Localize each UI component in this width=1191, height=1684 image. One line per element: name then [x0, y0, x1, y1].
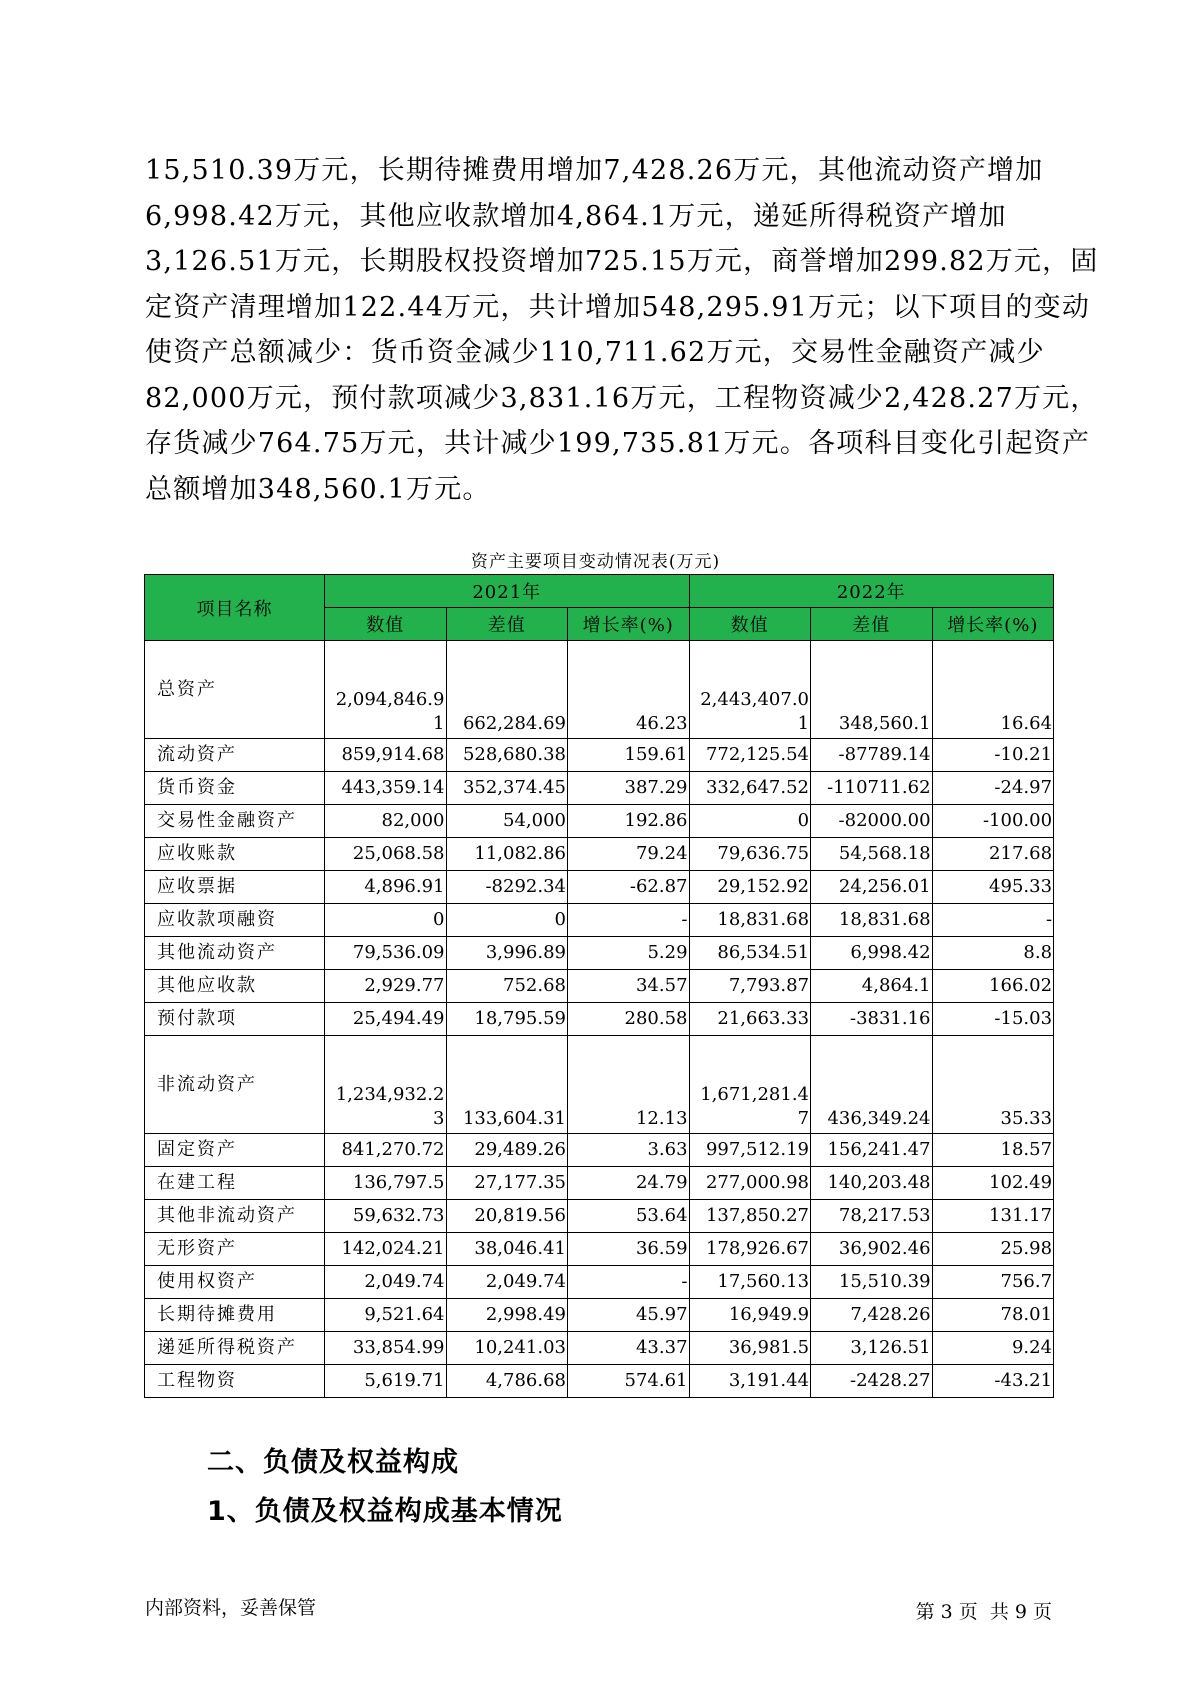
row-value-cell: 34.57 [568, 970, 690, 1003]
row-value-cell: 24.79 [568, 1167, 690, 1200]
row-value-cell: 54,568.18 [811, 838, 933, 871]
row-value-cell: 54,000 [446, 805, 568, 838]
row-value-cell: 16.64 [932, 641, 1054, 739]
row-item-name: 应收账款 [145, 838, 325, 871]
row-value-cell: 166.02 [932, 970, 1054, 1003]
row-item-name: 固定资产 [145, 1134, 325, 1167]
row-value-cell: -24.97 [932, 772, 1054, 805]
row-value-cell: 133,604.31 [446, 1036, 568, 1134]
table-row [145, 871, 1054, 904]
row-value-cell: - [568, 1266, 690, 1299]
sub-header-diff-2021: 差值 [446, 608, 568, 641]
row-value-cell: 280.58 [568, 1003, 690, 1036]
row-value-cell: 8.8 [932, 937, 1054, 970]
footer-confidential-note: 内部资料，妥善保管 [145, 1597, 317, 1619]
paragraph-line: 82,000万元，预付款项减少3,831.16万元，工程物资减少2,428.27万元， [145, 382, 1099, 414]
row-value-cell: 156,241.47 [811, 1134, 933, 1167]
row-value-cell: 756.7 [932, 1266, 1054, 1299]
table-row [145, 805, 1054, 838]
row-value-cell: -43.21 [932, 1365, 1054, 1398]
row-value-cell: 131.17 [932, 1200, 1054, 1233]
row-value-cell: 7,793.87 [689, 970, 811, 1003]
paragraph-line: 3,126.51万元，长期股权投资增加725.15万元，商誉增加299.82万元，固 [145, 246, 1099, 277]
row-value-cell: 53.64 [568, 1200, 690, 1233]
item-name-header: 项目名称 [145, 575, 325, 641]
row-value-cell: 662,284.69 [446, 641, 568, 739]
sub-header-growth-2021: 增长率(%) [568, 608, 690, 641]
row-value-cell: 3,191.44 [689, 1365, 811, 1398]
table-caption: 资产主要项目变动情况表(万元) [470, 552, 721, 572]
row-value-cell: 997,512.19 [689, 1134, 811, 1167]
paragraph-line: 定资产清理增加122.44万元，共计增加548,295.91万元；以下项目的变动 [145, 291, 1091, 323]
row-value-cell: 78.01 [932, 1299, 1054, 1332]
row-value-cell: -8292.34 [446, 871, 568, 904]
row-value-cell: 18,795.59 [446, 1003, 568, 1036]
row-value-cell: 45.97 [568, 1299, 690, 1332]
row-value-cell: 841,270.72 [325, 1134, 447, 1167]
row-value-cell: 1,234,932.23 [325, 1036, 447, 1134]
row-value-cell: 495.33 [932, 871, 1054, 904]
table-row [145, 1332, 1054, 1365]
table-row [145, 1200, 1054, 1233]
row-item-name: 工程物资 [145, 1365, 325, 1398]
row-value-cell: 29,152.92 [689, 871, 811, 904]
row-value-cell: 4,864.1 [811, 970, 933, 1003]
row-value-cell: 11,082.86 [446, 838, 568, 871]
row-value-cell: 29,489.26 [446, 1134, 568, 1167]
row-item-name: 流动资产 [145, 739, 325, 772]
row-value-cell: 352,374.45 [446, 772, 568, 805]
row-value-cell: 4,896.91 [325, 871, 447, 904]
row-item-name: 其他应收款 [145, 970, 325, 1003]
row-value-cell: 25.98 [932, 1233, 1054, 1266]
row-value-cell: 6,998.42 [811, 937, 933, 970]
row-value-cell: 16,949.9 [689, 1299, 811, 1332]
table-row [145, 1003, 1054, 1036]
row-value-cell: 0 [689, 805, 811, 838]
row-item-name: 非流动资产 [145, 1036, 325, 1134]
row-value-cell: 9,521.64 [325, 1299, 447, 1332]
row-item-name: 使用权资产 [145, 1266, 325, 1299]
row-value-cell: -110711.62 [811, 772, 933, 805]
row-value-cell: 79.24 [568, 838, 690, 871]
subsection-heading: 1、负债及权益构成基本情况 [207, 1496, 563, 1527]
row-value-cell: 33,854.99 [325, 1332, 447, 1365]
table-row [145, 970, 1054, 1003]
row-value-cell: 443,359.14 [325, 772, 447, 805]
table-row [145, 1134, 1054, 1167]
row-value-cell: - [568, 904, 690, 937]
row-value-cell: 102.49 [932, 1167, 1054, 1200]
row-value-cell: 10,241.03 [446, 1332, 568, 1365]
row-item-name: 应收票据 [145, 871, 325, 904]
row-value-cell: 36.59 [568, 1233, 690, 1266]
row-value-cell: 15,510.39 [811, 1266, 933, 1299]
row-value-cell: -10.21 [932, 739, 1054, 772]
row-item-name: 其他流动资产 [145, 937, 325, 970]
row-item-name: 总资产 [145, 641, 325, 739]
row-item-name: 在建工程 [145, 1167, 325, 1200]
row-value-cell: 18,831.68 [811, 904, 933, 937]
row-value-cell: 7,428.26 [811, 1299, 933, 1332]
row-value-cell: 140,203.48 [811, 1167, 933, 1200]
row-value-cell: 332,647.52 [689, 772, 811, 805]
row-value-cell: 20,819.56 [446, 1200, 568, 1233]
row-value-cell: 36,902.46 [811, 1233, 933, 1266]
row-value-cell: 159.61 [568, 739, 690, 772]
table-row [145, 641, 1054, 739]
row-value-cell: 79,636.75 [689, 838, 811, 871]
row-value-cell: 136,797.5 [325, 1167, 447, 1200]
paragraph-line: 6,998.42万元，其他应收款增加4,864.1万元，递延所得税资产增加 [145, 200, 1007, 232]
row-value-cell: 772,125.54 [689, 739, 811, 772]
table-row [145, 937, 1054, 970]
row-value-cell: 387.29 [568, 772, 690, 805]
row-value-cell: 178,926.67 [689, 1233, 811, 1266]
row-value-cell: 18.57 [932, 1134, 1054, 1167]
paragraph-line: 15,510.39万元，长期待摊费用增加7,428.26万元，其他流动资产增加 [145, 155, 1044, 186]
row-value-cell: 142,024.21 [325, 1233, 447, 1266]
asset-change-table [144, 574, 1054, 1398]
row-value-cell: 86,534.51 [689, 937, 811, 970]
row-value-cell: 3.63 [568, 1134, 690, 1167]
sub-header-value-2021: 数值 [325, 608, 447, 641]
row-value-cell: -100.00 [932, 805, 1054, 838]
row-value-cell: 27,177.35 [446, 1167, 568, 1200]
row-value-cell: 24,256.01 [811, 871, 933, 904]
paragraph-line: 存货减少764.75万元，共计减少199,735.81万元。各项科目变化引起资产 [145, 428, 1091, 459]
row-value-cell: -82000.00 [811, 805, 933, 838]
row-value-cell: 59,632.73 [325, 1200, 447, 1233]
row-value-cell: 752.68 [446, 970, 568, 1003]
row-value-cell: 46.23 [568, 641, 690, 739]
row-item-name: 其他非流动资产 [145, 1200, 325, 1233]
row-item-name: 长期待摊费用 [145, 1299, 325, 1332]
row-value-cell: 0 [446, 904, 568, 937]
row-value-cell: 192.86 [568, 805, 690, 838]
row-value-cell: -2428.27 [811, 1365, 933, 1398]
row-value-cell: 12.13 [568, 1036, 690, 1134]
table-row [145, 1036, 1054, 1134]
row-value-cell: 1,671,281.47 [689, 1036, 811, 1134]
row-value-cell: 574.61 [568, 1365, 690, 1398]
sub-header-diff-2022: 差值 [811, 608, 933, 641]
row-value-cell: -87789.14 [811, 739, 933, 772]
body-paragraph [145, 148, 1099, 512]
paragraph-line: 总额增加348,560.1万元。 [145, 473, 491, 505]
row-item-name: 应收款项融资 [145, 904, 325, 937]
row-item-name: 交易性金融资产 [145, 805, 325, 838]
row-value-cell: 35.33 [932, 1036, 1054, 1134]
table-row [145, 1233, 1054, 1266]
year-2021-header: 2021年 [325, 575, 690, 608]
row-value-cell: 4,786.68 [446, 1365, 568, 1398]
row-item-name: 预付款项 [145, 1003, 325, 1036]
sub-header-value-2022: 数值 [689, 608, 811, 641]
row-value-cell: 217.68 [932, 838, 1054, 871]
row-value-cell: -62.87 [568, 871, 690, 904]
row-value-cell: 36,981.5 [689, 1332, 811, 1365]
row-item-name: 递延所得税资产 [145, 1332, 325, 1365]
table-row [145, 1266, 1054, 1299]
table-row [145, 739, 1054, 772]
row-value-cell: 79,536.09 [325, 937, 447, 970]
row-value-cell: 38,046.41 [446, 1233, 568, 1266]
row-value-cell: 2,049.74 [446, 1266, 568, 1299]
row-value-cell: 21,663.33 [689, 1003, 811, 1036]
row-value-cell: 137,850.27 [689, 1200, 811, 1233]
paragraph-line: 使资产总额减少：货币资金减少110,711.62万元，交易性金融资产减少 [145, 337, 1045, 368]
row-item-name: 货币资金 [145, 772, 325, 805]
row-value-cell: 436,349.24 [811, 1036, 933, 1134]
row-value-cell: 528,680.38 [446, 739, 568, 772]
row-item-name: 无形资产 [145, 1233, 325, 1266]
row-value-cell: 9.24 [932, 1332, 1054, 1365]
row-value-cell: 2,929.77 [325, 970, 447, 1003]
row-value-cell: - [932, 904, 1054, 937]
table-row [145, 1167, 1054, 1200]
row-value-cell: 82,000 [325, 805, 447, 838]
row-value-cell: 2,049.74 [325, 1266, 447, 1299]
row-value-cell: 17,560.13 [689, 1266, 811, 1299]
table-row [145, 838, 1054, 871]
row-value-cell: 859,914.68 [325, 739, 447, 772]
row-value-cell: 5,619.71 [325, 1365, 447, 1398]
row-value-cell: 277,000.98 [689, 1167, 811, 1200]
row-value-cell: 25,068.58 [325, 838, 447, 871]
footer-page-number: 第 3 页 共 9 页 [915, 1601, 1052, 1623]
row-value-cell: 348,560.1 [811, 641, 933, 739]
row-value-cell: 2,443,407.01 [689, 641, 811, 739]
year-2022-header: 2022年 [689, 575, 1054, 608]
table-row [145, 772, 1054, 805]
row-value-cell: 18,831.68 [689, 904, 811, 937]
row-value-cell: 78,217.53 [811, 1200, 933, 1233]
row-value-cell: -3831.16 [811, 1003, 933, 1036]
row-value-cell: 2,094,846.91 [325, 641, 447, 739]
row-value-cell: 25,494.49 [325, 1003, 447, 1036]
row-value-cell: 2,998.49 [446, 1299, 568, 1332]
section-heading: 二、负债及权益构成 [207, 1447, 459, 1478]
table-row [145, 904, 1054, 937]
row-value-cell: 3,126.51 [811, 1332, 933, 1365]
table-row [145, 1365, 1054, 1398]
row-value-cell: 0 [325, 904, 447, 937]
row-value-cell: -15.03 [932, 1003, 1054, 1036]
row-value-cell: 43.37 [568, 1332, 690, 1365]
row-value-cell: 5.29 [568, 937, 690, 970]
table-row [145, 1299, 1054, 1332]
sub-header-growth-2022: 增长率(%) [932, 608, 1054, 641]
row-value-cell: 3,996.89 [446, 937, 568, 970]
